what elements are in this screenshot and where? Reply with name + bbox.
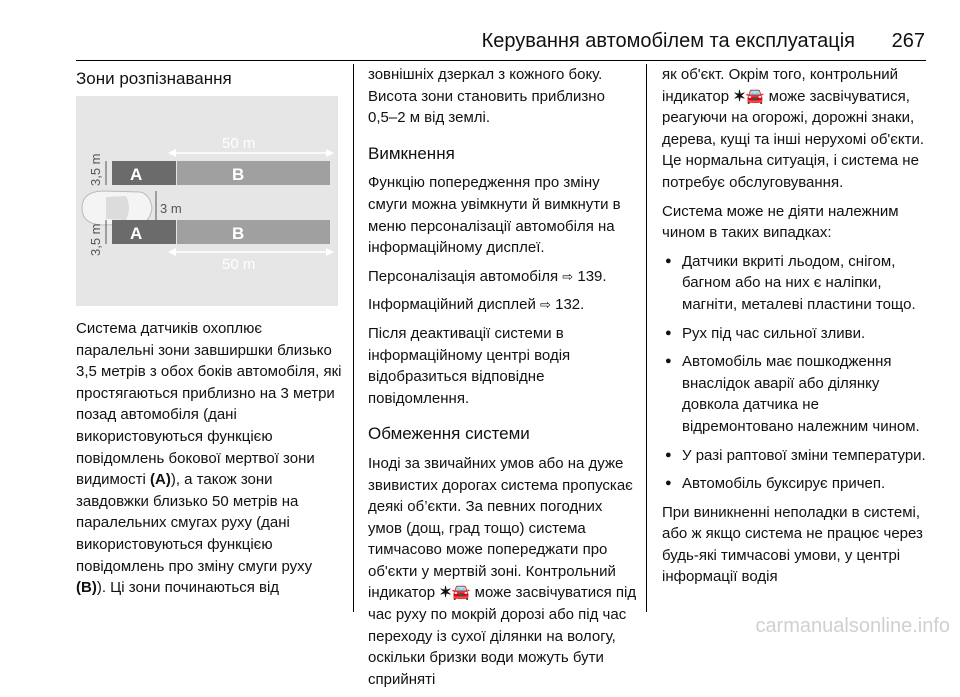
column-3 — [662, 64, 934, 595]
list-item: ● У разі раптової зміни температури. — [662, 445, 934, 467]
detection-zones-diagram — [76, 96, 338, 306]
list-item: ● Рух під час сильної зливи. — [662, 323, 934, 345]
fault-paragraph: При виникненні неполадки в системі, або ж якщо система не працює через будь-які тимчасові умови, у центрі інформації водія — [662, 503, 923, 586]
header-title: Керування автомобілем та експлуатація — [481, 30, 855, 52]
watermark: carmanualsonline.info — [755, 615, 950, 637]
car-icon — [82, 191, 152, 225]
zone-b-bottom — [177, 220, 330, 244]
column-2 — [368, 64, 638, 697]
gap-label: 3 m — [160, 201, 182, 216]
page-reference-icon: ⇨ — [540, 297, 551, 313]
bottom-distance-label: 50 m — [222, 256, 256, 273]
malfunction-intro: Система може не діяти належним чином в таких випадках: — [662, 202, 899, 242]
malfunction-list — [662, 251, 934, 495]
zone-b-top-label: B — [232, 165, 245, 184]
page-number: 267 — [891, 30, 925, 52]
list-item: ● Автомобіль має пошкодження внаслідок аварії або ділянку довкола датчика не відремонтовано належним чином. — [662, 351, 934, 437]
disable-paragraph: Функцію попередження про зміну смуги можна увімкнути й вимкнути в меню персоналізації автомобіля на інформаційному дисплеї. — [368, 174, 621, 257]
list-item: ● Датчики вкриті льодом, снігом, багном або на них є наліпки, магніти, металеві пластини тощо. — [662, 251, 934, 316]
top-width-label: 3,5 m — [88, 153, 103, 186]
personalization-page-link[interactable]: 139. — [577, 267, 607, 285]
zone-a-bottom — [112, 220, 176, 244]
section-heading-limitations: Обмеження системи — [368, 424, 530, 444]
zone-a-top — [112, 161, 176, 185]
blind-spot-indicator-icon: ✶🚘 — [439, 584, 471, 602]
column-divider-1 — [353, 64, 354, 612]
zone-a-bottom-label: A — [130, 224, 143, 243]
deactivation-paragraph: Після деактивації системи в інформаційному центрі водія відобразиться відповідне повідомлення. — [368, 324, 571, 407]
zone-a-top-label: A — [130, 165, 143, 184]
limitations-paragraph: Іноді за звичайних умов або на дуже звивистих дорогах система пропускає деякі об’єкти. За певних погодних умов (дощ, град тощо) система тимчасово може попереджати про об'єкти у мертвій зоні. Контрольний індикатор ✶🚘 може засвічуватися під час руху по мокрій дорозі або під час переходу із сухої ділянки на вологу, оскільки бризки води можуть бути сприйняті — [368, 454, 637, 688]
info-display-page-link[interactable]: 132. — [555, 296, 585, 314]
info-display-reference: Інформаційний дисплей ⇨ 132. — [368, 296, 585, 314]
column-1-text — [76, 318, 344, 606]
header-rule — [76, 60, 926, 61]
personalization-reference: Персоналізація автомобіля ⇨ 139. — [368, 267, 607, 285]
list-item: ● Автомобіль буксирує причеп. — [662, 473, 934, 495]
section-heading-detection-zones: Зони розпізнавання — [76, 69, 232, 88]
top-distance-label: 50 m — [222, 135, 256, 152]
indicator-paragraph: як об'єкт. Окрім того, контрольний індикатор ✶🚘 може засвічуватися, реагуючи на огорожі, дорожні знаки, дерева, кущі та інші нерухомі об'єкти. Це нормальна ситуація, і система не потребує обслуговування. — [662, 66, 925, 191]
blind-spot-indicator-icon: ✶🚘 — [733, 87, 765, 105]
detection-zones-paragraph: Система датчиків охоплює паралельні зони завширшки близько 3,5 метрів з обох боків автомобіля, які простягаються приблизно на 3 метри позад автомобіля (дані використовуються функцією повідомлень бокової мертвої зони видимості (A)), а також зони завдовжки близько 50 метрів на паралельних смугах руху (дані використовуються функцією повідомлень про зміну смуги руху (B)). Ці зони починаються від — [76, 320, 342, 597]
column-1 — [76, 64, 341, 98]
zone-height-paragraph: зовнішніх дзеркал з кожного боку. Висота зони становить приблизно 0,5–2 м від землі. — [368, 66, 605, 127]
bottom-width-label: 3,5 m — [88, 223, 103, 256]
zone-b-top — [177, 161, 330, 185]
page-reference-icon: ⇨ — [562, 268, 574, 284]
section-heading-disable: Вимкнення — [368, 143, 455, 163]
zone-b-bottom-label: B — [232, 224, 245, 243]
column-divider-2 — [646, 64, 647, 612]
